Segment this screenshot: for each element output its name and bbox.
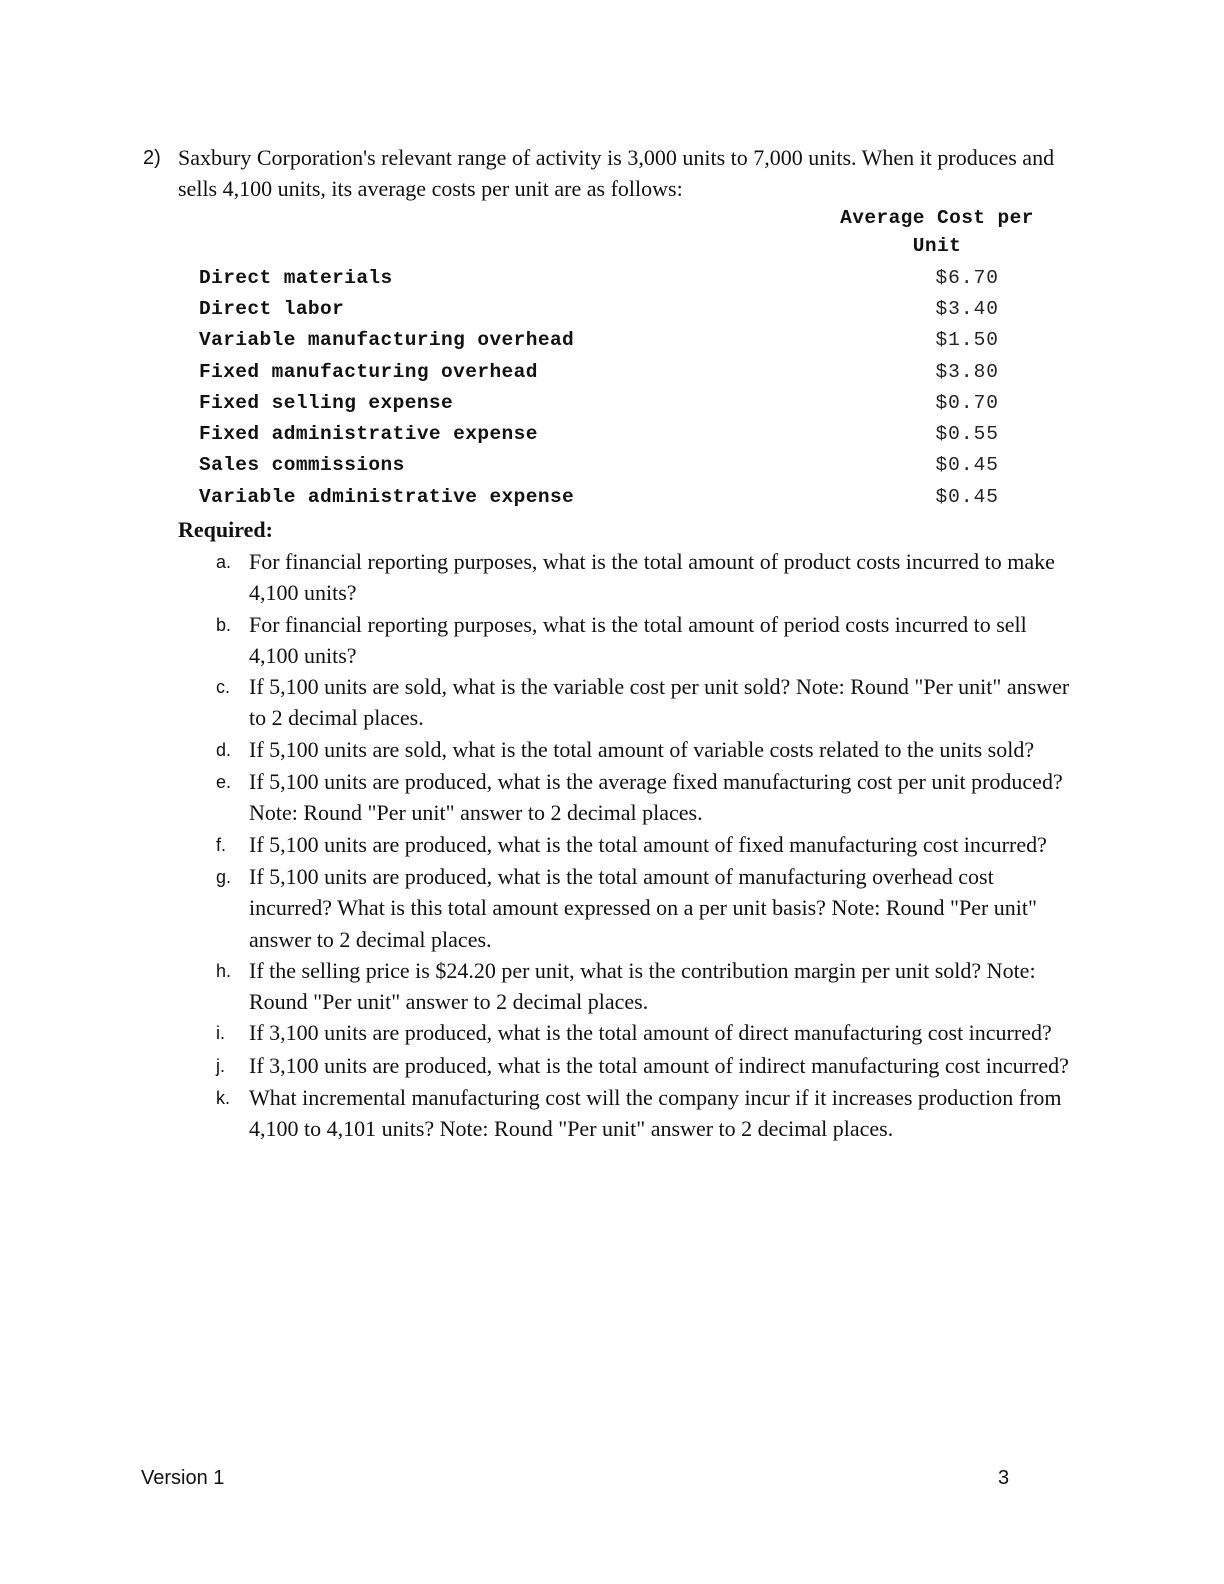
cost-value: $0.70 (935, 391, 999, 414)
part-text: If 5,100 units are produced, what is the average fixed manufacturing cost per unit produced? Note: Round "Per unit" answer to 2 decimal places. (249, 769, 1063, 826)
list-item (210, 734, 1070, 766)
part-letter: e. (216, 772, 232, 793)
table-row (199, 356, 999, 387)
part-text: If 3,100 units are produced, what is the total amount of direct manufacturing cost incurred? (249, 1020, 1052, 1046)
part-text: For financial reporting purposes, what is the total amount of product costs incurred to make 4,100 units? (249, 549, 1055, 606)
cost-value: $0.45 (935, 485, 999, 508)
part-letter: i. (216, 1023, 225, 1044)
cost-value: $1.50 (935, 329, 999, 352)
required-heading: Required: (178, 517, 273, 542)
question-intro: Saxbury Corporation's relevant range of activity is 3,000 units to 7,000 units. When it produces and sells 4,100 units, its average costs per unit are as follows: (178, 145, 1055, 201)
list-item (210, 671, 1070, 734)
list-item (210, 861, 1070, 955)
cost-label: Variable manufacturing overhead (199, 329, 575, 352)
cost-value: $6.70 (935, 266, 999, 289)
part-letter: a. (216, 552, 232, 572)
list-item (210, 1082, 1070, 1145)
table-row (199, 450, 999, 481)
cost-label: Variable administrative expense (199, 485, 575, 508)
cost-value: $0.45 (935, 454, 999, 477)
part-text: For financial reporting purposes, what is the total amount of period costs incurred to sell 4,100 units? (249, 611, 1027, 668)
cost-value: $3.40 (935, 297, 999, 320)
cost-table (199, 262, 999, 512)
list-item (210, 609, 1070, 672)
part-text: If 5,100 units are produced, what is the total amount of fixed manufacturing cost incurred? (249, 831, 1047, 857)
cost-value: $3.80 (935, 360, 999, 383)
list-item (210, 829, 1070, 861)
required-parts-list (210, 546, 1070, 1145)
cost-value: $0.55 (935, 423, 999, 446)
cost-label: Direct labor (199, 297, 345, 320)
footer-page-number: 3 (998, 1467, 1010, 1489)
list-item (210, 766, 1070, 829)
table-row (199, 293, 999, 324)
part-letter: b. (216, 614, 232, 635)
cost-label: Direct materials (199, 266, 393, 289)
table-row (199, 325, 999, 356)
part-text: If 5,100 units are sold, what is the variable cost per unit sold? Note: Round "Per unit" answer to 2 decimal places. (249, 674, 1070, 731)
part-letter: f. (216, 834, 227, 855)
part-letter: d. (216, 739, 232, 760)
part-text: If 5,100 units are sold, what is the total amount of variable costs related to the units sold? (249, 736, 1035, 762)
cost-label: Fixed manufacturing overhead (199, 360, 538, 383)
part-text: What incremental manufacturing cost will the company incur if it increases production from 4,100 to 4,101 units? Note: Round "Per unit" answer to 2 decimal places. (249, 1085, 1062, 1142)
part-text: If 3,100 units are produced, what is the total amount of indirect manufacturing cost incurred? (249, 1052, 1069, 1078)
cost-table-header: Average Cost per Unit (840, 207, 1034, 257)
part-letter: g. (216, 866, 232, 887)
part-text: If 5,100 units are produced, what is the total amount of manufacturing overhead cost incurred? What is this total amount expressed on a per unit basis? Note: Round "Per unit" answer to 2 decimal places. (249, 863, 1038, 952)
part-letter: c. (216, 677, 231, 698)
part-text: If the selling price is $24.20 per unit, what is the contribution margin per unit sold? Note: Round "Per unit" answer to 2 decimal places. (249, 957, 1036, 1015)
table-row (199, 262, 999, 293)
table-row (199, 387, 999, 418)
table-row (199, 481, 999, 512)
part-letter: j. (216, 1055, 225, 1076)
part-letter: k. (216, 1088, 231, 1109)
list-item (210, 1017, 1070, 1049)
footer-version: Version 1 (141, 1467, 225, 1489)
question-number: 2) (143, 147, 161, 169)
cost-label: Sales commissions (199, 454, 405, 477)
list-item (210, 955, 1070, 1018)
list-item (210, 546, 1070, 609)
cost-label: Fixed administrative expense (199, 423, 538, 446)
table-row (199, 418, 999, 449)
cost-label: Fixed selling expense (199, 391, 454, 414)
list-item (210, 1050, 1070, 1082)
part-letter: h. (216, 960, 232, 981)
